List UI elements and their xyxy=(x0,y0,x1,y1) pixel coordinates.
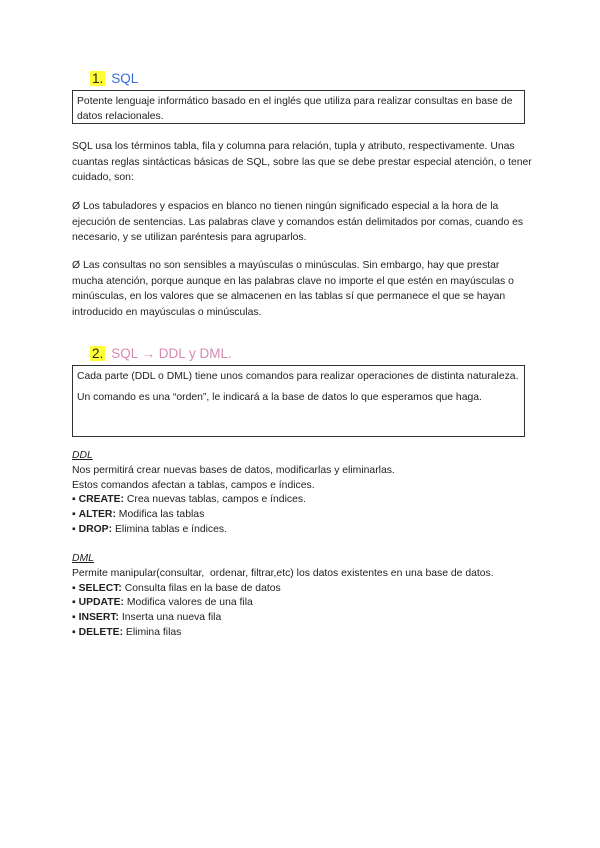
list-item xyxy=(72,582,542,597)
ddl-intro-line: Estos comandos afectan a tablas, campos e índices. xyxy=(72,479,315,491)
bullet-icon: ▪ xyxy=(72,612,76,624)
commands-box-line: Un comando es una “orden”, le indicará a la base de datos lo que esperamos que haga. xyxy=(77,391,482,403)
bullet-icon: ▪ xyxy=(72,494,76,506)
heading-number: 2. xyxy=(92,346,104,361)
heading-number: 1. xyxy=(92,71,104,86)
ddl-intro-line: Nos permitirá crear nuevas bases de datos, modificarlas y eliminarlas. xyxy=(72,464,395,476)
commands-box xyxy=(72,365,525,437)
command-description: Consulta filas en la base de datos xyxy=(121,582,281,594)
command-description: Modifica valores de una fila xyxy=(124,597,253,609)
bullet-icon: ▪ xyxy=(72,597,76,609)
bullet-icon: ▪ xyxy=(72,523,76,535)
command-description: Inserta una nueva fila xyxy=(119,612,222,624)
command-keyword: ALTER: xyxy=(78,509,116,521)
bullet-icon: ▪ xyxy=(72,509,76,521)
command-description: Elimina filas xyxy=(123,626,182,638)
paragraph-rule-whitespace: Ø Los tabuladores y espacios en blanco no tienen ningún significado especial a la hora de la ejecución de sentencias. Las palabras clave y comandos están delimitados por comas, cuando es necesario, y se utilizan paréntesis para agruparlos. xyxy=(72,201,524,243)
heading-sql xyxy=(90,70,138,88)
list-item xyxy=(72,626,542,641)
list-item xyxy=(72,611,542,626)
command-keyword: INSERT: xyxy=(78,612,119,624)
command-description: Crea nuevas tablas, campos e índices. xyxy=(124,494,306,506)
dml-intro-line: Permite manipular(consultar, ordenar, filtrar,etc) los datos existentes en una base de datos. xyxy=(72,567,494,579)
command-description: Elimina tablas e índices. xyxy=(112,523,227,535)
heading-ddl-dml xyxy=(90,345,232,363)
dml-section xyxy=(72,552,542,641)
paragraph-intro: SQL usa los términos tabla, fila y columna para relación, tupla y atributo, respectivamente. Unas cuantas reglas sintácticas básicas de SQL, sobre las que se debe prestar especial atención, o tener cuidado, son: xyxy=(72,141,532,183)
command-description: Modifica las tablas xyxy=(115,509,205,521)
command-keyword: UPDATE: xyxy=(78,597,124,609)
heading-title: SQL → DDL y DML. xyxy=(111,346,232,361)
list-item xyxy=(72,523,542,538)
bullet-icon: ▪ xyxy=(72,626,76,638)
commands-box-line: Cada parte (DDL o DML) tiene unos comandos para realizar operaciones de distinta naturaleza. xyxy=(77,371,519,382)
bullet-icon: ▪ xyxy=(72,582,76,594)
list-item xyxy=(72,493,542,508)
command-keyword: DROP: xyxy=(78,523,113,535)
command-keyword: CREATE: xyxy=(78,494,124,506)
command-keyword: DELETE: xyxy=(78,626,124,638)
definition-box: Potente lenguaje informático basado en el inglés que utiliza para realizar consultas en base de datos relacionales. xyxy=(72,90,525,124)
paragraph-rule-case: Ø Las consultas no son sensibles a mayúsculas o minúsculas. Sin embargo, hay que prestar mucha atención, porque aunque en las palabras clave no importe el que estén en mayúsculas o minúsculas, en los valores que se almacenen en las tablas sí que permanece el que se hayan introducido en mayúsculas o minúsculas. xyxy=(72,260,514,318)
ddl-title: DDL xyxy=(72,450,93,461)
list-item xyxy=(72,596,542,611)
dml-title: DML xyxy=(72,553,94,564)
ddl-section xyxy=(72,449,542,538)
list-item xyxy=(72,508,542,523)
command-keyword: SELECT: xyxy=(78,582,122,594)
heading-title: SQL xyxy=(111,71,139,86)
